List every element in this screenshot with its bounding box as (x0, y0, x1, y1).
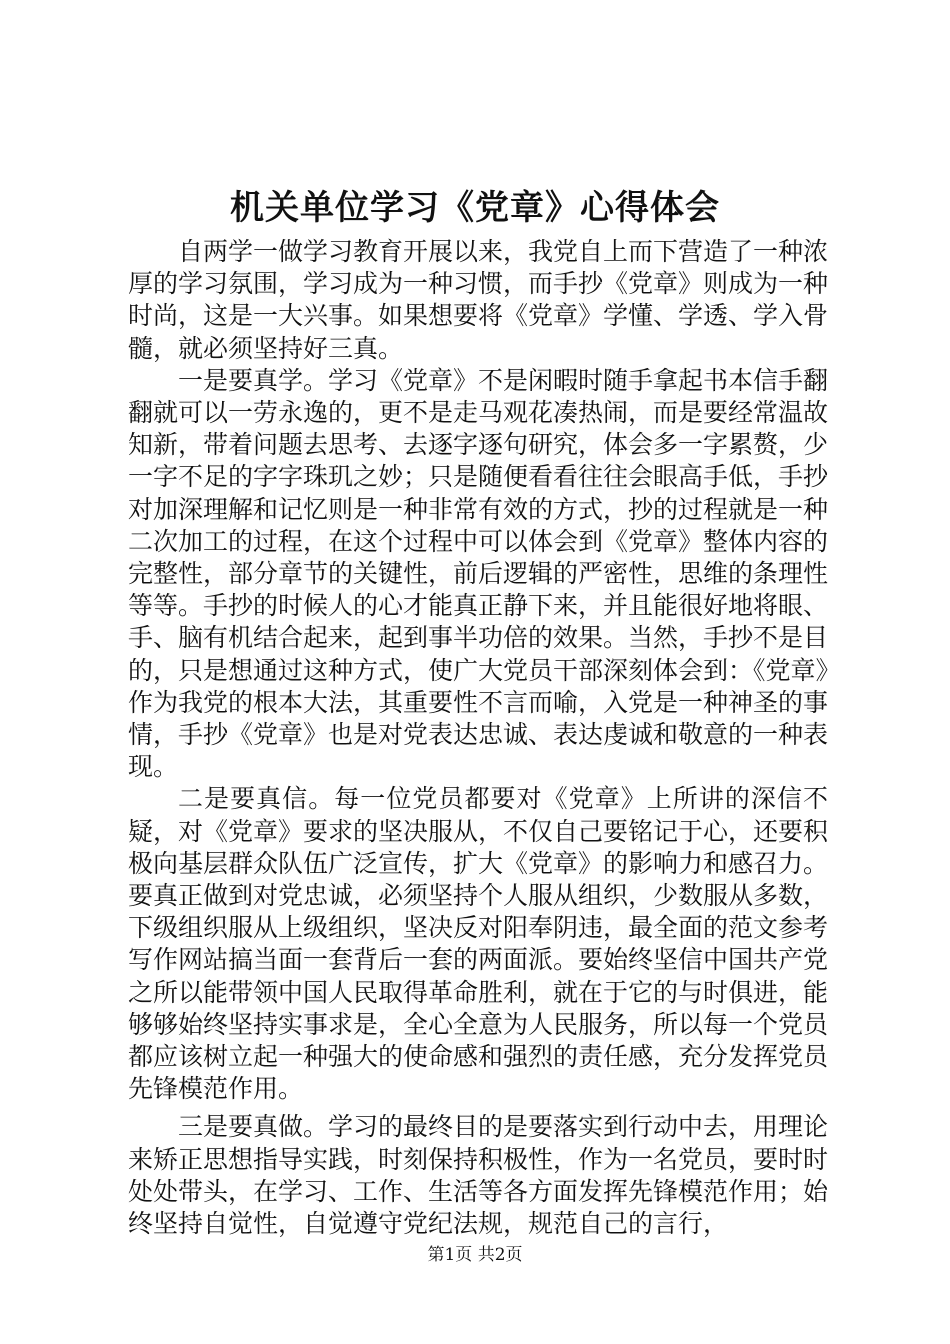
paragraph-true-study: 一是要真学。学习《党章》不是闲暇时随手拿起书本信手翻翻就可以一劳永逸的，更不是走马观花凑热闹，而是要经常温故知新，带着问题去思考、去逐字逐句研究，体会多一字累赘，少一字不足的字字珠玑之妙；只是随便看看往往会眼高手低，手抄对加深理解和记忆则是一种非常有效的方式，抄的过程就是一种二次加工的过程，在这个过程中可以体会到《党章》整体内容的完整性，部分章节的关键性，前后逻辑的严密性，思维的条理性等等。手抄的时候人的心才能真正静下来，并且能很好地将眼、手、脑有机结合起来，起到事半功倍的效果。当然，手抄不是目的，只是想通过这种方式，使广大党员干部深刻体会到：《党章》作为我党的根本大法，其重要性不言而喻，入党是一种神圣的事情，手抄《党章》也是对党表达忠诚、表达虔诚和敬意的一种表现。 (128, 365, 829, 782)
paragraph-true-belief: 二是要真信。每一位党员都要对《党章》上所讲的深信不疑，对《党章》要求的坚决服从，不仅自己要铭记于心，还要积极向基层群众队伍广泛宣传，扩大《党章》的影响力和感召力。要真正做到对党忠诚，必须坚持个人服从组织，少数服从多数，下级组织服从上级组织，坚决反对阳奉阴违，最全面的范文参考写作网站搞当面一套背后一套的两面派。要始终坚信中国共产党之所以能带领中国人民取得革命胜利，就在于它的与时俱进，能够够始终坚持实事求是，全心全意为人民服务，所以每一个党员都应该树立起一种强大的使命感和强烈的责任感，充分发挥党员先锋模范作用。 (128, 784, 829, 1104)
paragraph-true-action: 三是要真做。学习的最终目的是要落实到行动中去，用理论来矫正思想指导实践，时刻保持积极性，作为一名党员，要时时处处带头，在学习、工作、生活等各方面发挥先锋模范作用；始终坚持自觉性，自觉遵守党纪法规，规范自己的言行， (128, 1112, 829, 1239)
page-number-footer: 第1页 共2页 (427, 1245, 523, 1265)
document-title: 机关单位学习《党章》心得体会 (230, 188, 720, 228)
document-body (128, 236, 828, 1240)
paragraph-intro: 自两学一做学习教育开展以来，我党自上而下营造了一种浓厚的学习氛围，学习成为一种习惯，而手抄《党章》则成为一种时尚，这是一大兴事。如果想要将《党章》学懂、学透、学入骨髓，就必须坚持好三真。 (128, 237, 829, 363)
